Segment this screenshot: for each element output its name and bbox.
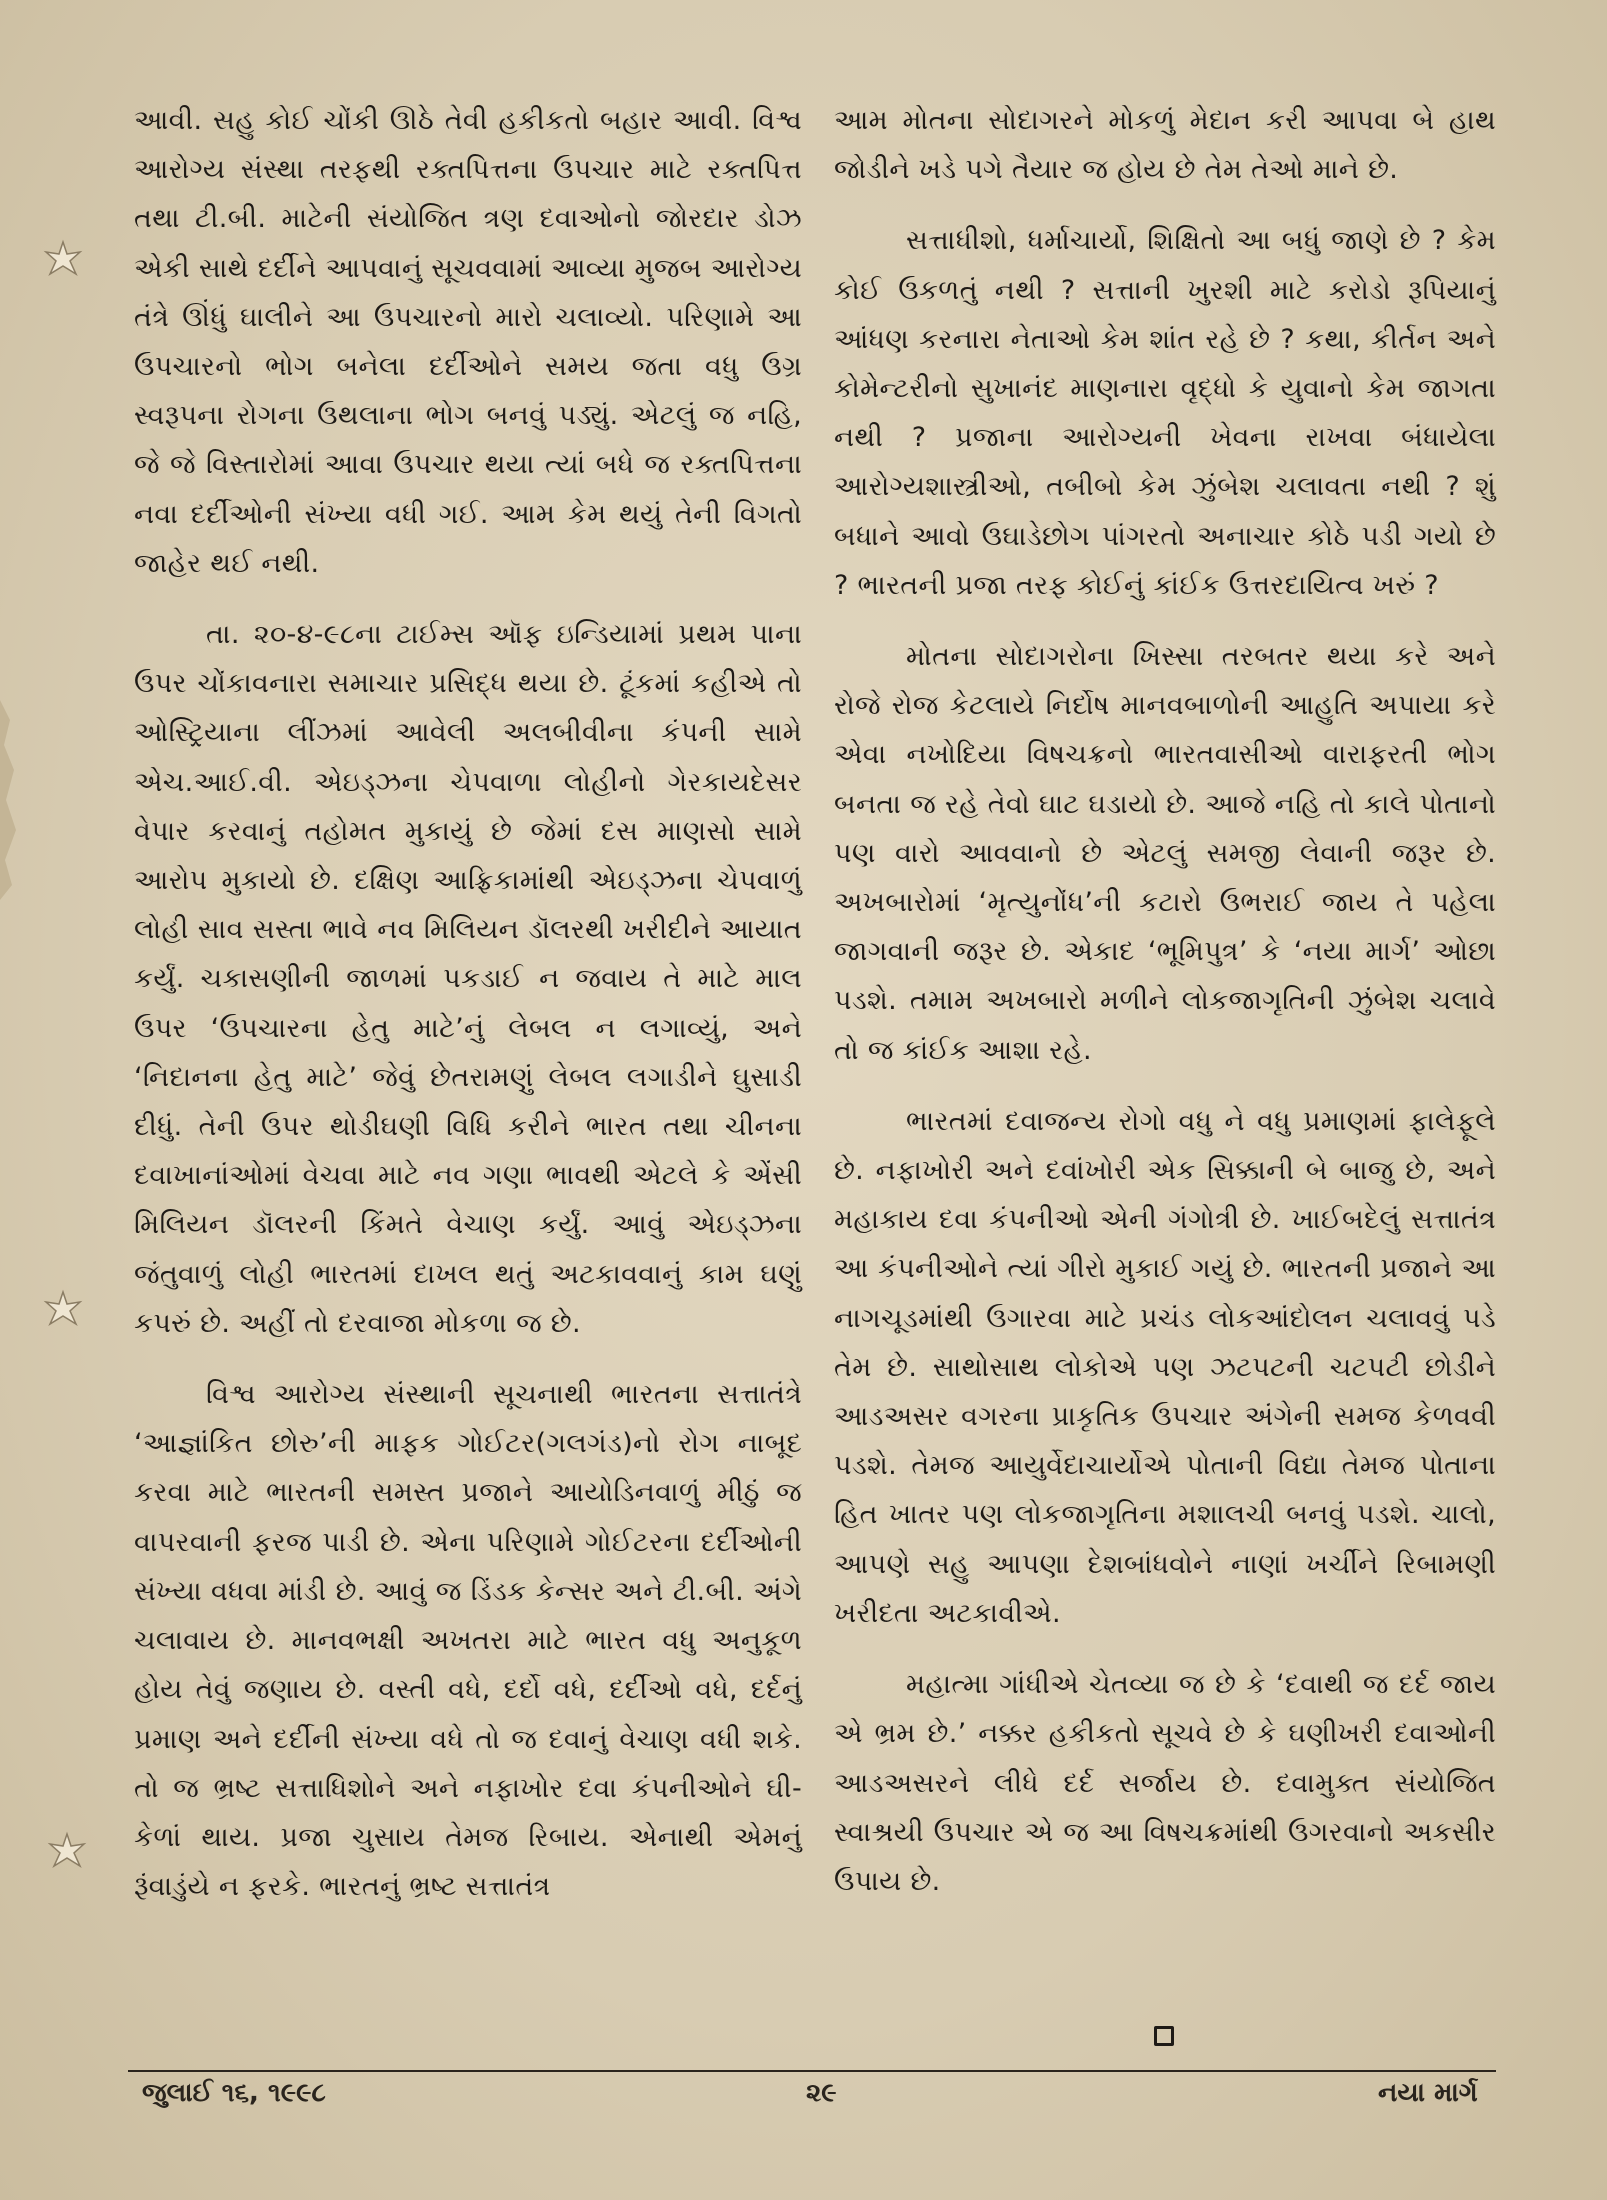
footer-date: જુલાઈ ૧૬, ૧૯૯૮	[142, 2078, 326, 2108]
paragraph: તા. ૨૦-૪-૯૮ના ટાઈમ્સ ઑફ ઇન્ડિયામાં પ્રથમ પાના ઉપર ચોંકાવનારા સમાચાર પ્રસિદ્ધ થયા છે. ટૂંકમાં કહીએ તો ઓસ્ટ્રિયાના લીંઝમાં આવેલી અલબીવીના કંપની સામે એચ.આઈ.વી. એઇડ્ઝના ચેપવાળા લોહીનો ગેરકાયદેસર વેપાર કરવાનું તહોમત મુકાયું છે જેમાં દસ માણસો સામે આરોપ મુકાયો છે. દક્ષિણ આફ્રિકામાંથી એઇડ્ઝના ચેપવાળું લોહી સાવ સસ્તા ભાવે નવ મિલિયન ડૉલરથી ખરીદીને આયાત કર્યું. ચકાસણીની જાળમાં પકડાઈ ન જવાય તે માટે માલ ઉપર ‘ઉપચારના હેતુ માટે’નું લેબલ ન લગાવ્યું, અને ‘નિદાનના હેતુ માટે’ જેવું છેતરામણું લેબલ લગાડીને ઘુસાડી દીધું. તેની ઉપર થોડીઘણી વિધિ કરીને ભારત તથા ચીનના દવાખાનાંઓમાં વેચવા માટે નવ ગણા ભાવથી એટલે કે એંસી મિલિયન ડૉલરની કિંમતે વેચાણ કર્યું. આવું એઇડ્ઝના જંતુવાળું લોહી ભારતમાં દાખલ થતું અટકાવવાનું કામ ઘણું કપરું છે. અહીં તો દરવાજા મોકળા જ છે.	[134, 619, 802, 1339]
magazine-name: નયા માર્ગ	[1378, 2078, 1478, 2108]
article-column-left	[134, 96, 802, 1933]
footer-rule	[128, 2070, 1496, 2072]
page-number: ૨૯	[806, 2078, 837, 2108]
torn-edge	[0, 700, 22, 900]
paragraph: મહાત્મા ગાંધીએ ચેતવ્યા જ છે કે ‘દવાથી જ દર્દ જાય એ ભ્રમ છે.’ નક્કર હકીકતો સૂચવે છે કે ઘણીખરી દવાઓની આડઅસરને લીધે દર્દ સર્જાય છે. દવામુક્ત સંયોજિત સ્વાશ્રયી ઉપચાર એ જ આ વિષચક્રમાંથી ઉગરવાનો અકસીર ઉપાય છે.	[834, 1669, 1496, 1897]
punch-hole-icon	[40, 236, 86, 282]
paragraph: આમ મોતના સોદાગરને મોકળું મેદાન કરી આપવા બે હાથ જોડીને ખડે પગે તૈયાર જ હોય છે તેમ તેઓ માને છે.	[834, 105, 1496, 186]
paragraph: મોતના સોદાગરોના ખિસ્સા તરબતર થયા કરે અને રોજે રોજ કેટલાયે નિર્દોષ માનવબાળોની આહુતિ અપાયા કરે એવા નખોદિયા વિષચક્રનો ભારતવાસીઓ વારાફરતી ભોગ બનતા જ રહે તેવો ઘાટ ઘડાયો છે. આજે નહિ તો કાલે પોતાનો પણ વારો આવવાનો છે એટલું સમજી લેવાની જરૂર છે. અખબારોમાં ‘મૃત્યુનોંધ’ની કટારો ઉભરાઈ જાય તે પહેલા જાગવાની જરૂર છે. એકાદ ‘ભૂમિપુત્ર’ કે ‘નયા માર્ગ’ ઓછા પડશે. તમામ અખબારો મળીને લોકજાગૃતિની ઝુંબેશ ચલાવે તો જ કાંઈક આશા રહે.	[834, 641, 1496, 1066]
punch-hole-icon	[44, 1828, 90, 1874]
paragraph: સત્તાધીશો, ધર્માચાર્યો, શિક્ષિતો આ બધું જાણે છે ? કેમ કોઈ ઉકળતું નથી ? સત્તાની ખુરશી માટે કરોડો રૂપિયાનું આંધણ કરનારા નેતાઓ કેમ શાંત રહે છે ? કથા, કીર્તન અને કોમેન્ટરીનો સુખાનંદ માણનારા વૃદ્ધો કે યુવાનો કેમ જાગતા નથી ? પ્રજાના આરોગ્યની ખેવના રાખવા બંધાયેલા આરોગ્યશાસ્ત્રીઓ, તબીબો કેમ ઝુંબેશ ચલાવતા નથી ? શું બધાને આવો ઉઘાડેછોગ પાંગરતો અનાચાર કોઠે પડી ગયો છે ? ભારતની પ્રજા તરફ કોઈનું કાંઈક ઉત્તરદાયિત્વ ખરું ?	[834, 225, 1496, 601]
paragraph: આવી. સહુ કોઈ ચોંકી ઊઠે તેવી હકીકતો બહાર આવી. વિશ્વ આરોગ્ય સંસ્થા તરફથી રક્તપિત્તના ઉપચાર માટે રક્તપિત્ત તથા ટી.બી. માટેની સંયોજિત ત્રણ દવાઓનો જોરદાર ડોઝ એકી સાથે દર્દીને આપવાનું સૂચવવામાં આવ્યા મુજબ આરોગ્ય તંત્રે ઊંધું ઘાલીને આ ઉપચારનો મારો ચલાવ્યો. પરિણામે આ ઉપચારનો ભોગ બનેલા દર્દીઓને સમય જતા વધુ ઉગ્ર સ્વરૂપના રોગના ઉથલાના ભોગ બનવું પડ્યું. એટલું જ નહિ, જે જે વિસ્તારોમાં આવા ઉપચાર થયા ત્યાં બધે જ રક્તપિત્તના નવા દર્દીઓની સંખ્યા વધી ગઈ. આમ કેમ થયું તેની વિગતો જાહેર થઈ નથી.	[134, 105, 802, 579]
punch-hole-icon	[40, 1286, 86, 1332]
article-column-right	[834, 96, 1496, 1928]
paragraph: વિશ્વ આરોગ્ય સંસ્થાની સૂચનાથી ભારતના સત્તાતંત્રે ‘આજ્ઞાંકિત છોરુ’ની માફક ગોઈટર(ગલગંડ)નો રોગ નાબૂદ કરવા માટે ભારતની સમસ્ત પ્રજાને આયોડિનવાળું મીઠું જ વાપરવાની ફરજ પાડી છે. એના પરિણામે ગોઈટરના દર્દીઓની સંખ્યા વધવા માંડી છે. આવું જ ડિંડક કેન્સર અને ટી.બી. અંગે ચલાવાય છે. માનવભક્ષી અખતરા માટે ભારત વધુ અનુકૂળ હોય તેવું જણાય છે. વસ્તી વધે, દર્દો વધે, દર્દીઓ વધે, દર્દનું પ્રમાણ અને દર્દીની સંખ્યા વધે તો જ દવાનું વેચાણ વધી શકે. તો જ ભ્રષ્ટ સત્તાધિશોને અને નફાખોર દવા કંપનીઓને ઘી-કેળાં થાય. પ્રજા ચુસાય તેમજ રિબાય. એનાથી એમનું રૂંવાડુંયે ન ફરકે. ભારતનું ભ્રષ્ટ સત્તાતંત્ર	[134, 1379, 802, 1903]
paragraph: ભારતમાં દવાજન્ય રોગો વધુ ને વધુ પ્રમાણમાં ફાલેફૂલે છે. નફાખોરી અને દવાંખોરી એક સિક્કાની બે બાજુ છે, અને મહાકાય દવા કંપનીઓ એની ગંગોત્રી છે. ખાઈબદેલું સત્તાતંત્ર આ કંપનીઓને ત્યાં ગીરો મુકાઈ ગયું છે. ભારતની પ્રજાને આ નાગચૂડમાંથી ઉગારવા માટે પ્રચંડ લોકઆંદોલન ચલાવવું પડે તેમ છે. સાથોસાથ લોકોએ પણ ઝટપટની ચટપટી છોડીને આડઅસર વગરના પ્રાકૃતિક ઉપચાર અંગેની સમજ કેળવવી પડશે. તેમજ આયુર્વેદાચાર્યોએ પોતાની વિદ્યા તેમજ પોતાના હિત ખાતર પણ લોકજાગૃતિના મશાલચી બનવું પડશે. ચાલો, આપણે સહુ આપણા દેશબાંધવોને નાણાં ખર્ચીને રિબામણી ખરીદતા અટકાવીએ.	[834, 1105, 1496, 1629]
square-end-mark-icon	[1154, 2026, 1174, 2046]
